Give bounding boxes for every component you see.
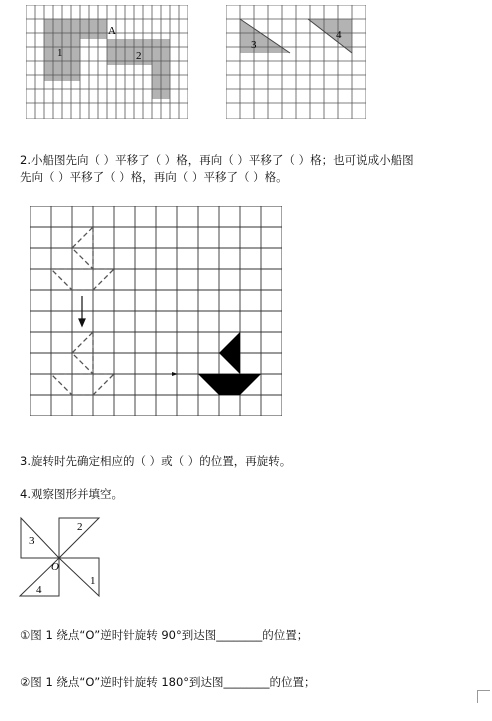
top-grid-right [226,5,366,119]
pinwheel-label-3: 3 [29,535,35,547]
point-a-label: A [108,25,116,37]
triangle-4-label: 4 [336,29,342,41]
question-4-item-1: ①图 1 绕点“O”逆时针旋转 90°到达图________的位置； [20,628,309,642]
question-2-line-2: 先向（ ）平移了（ ）格，再向（ ）平移了（ ）格。 [20,170,288,184]
pinwheel-label-4: 4 [36,584,42,596]
shape-1-label: 1 [57,47,63,59]
triangle-3-label: 3 [251,39,257,51]
top-grid-left [26,5,188,119]
pinwheel-center-label: O [51,561,59,573]
question-4-item-2: ②图 1 绕点“O”逆时针旋转 180°到达图________的位置； [20,675,316,689]
question-3-text: 3.旋转时先确定相应的（ ）或（ ）的位置，再旋转。 [20,454,292,468]
boat-grid [30,206,282,416]
question-4-title: 4.观察图形并填空。 [20,487,123,501]
page-corner-mark [477,690,490,703]
pinwheel-figure [18,514,118,598]
pinwheel-label-1: 1 [90,575,96,587]
pinwheel-label-2: 2 [77,521,83,533]
shape-2-label: 2 [136,50,142,62]
question-2-line-1: 2.小船图先向（ ）平移了（ ）格，再向（ ）平移了（ ）格；也可说成小船图 [20,153,414,167]
